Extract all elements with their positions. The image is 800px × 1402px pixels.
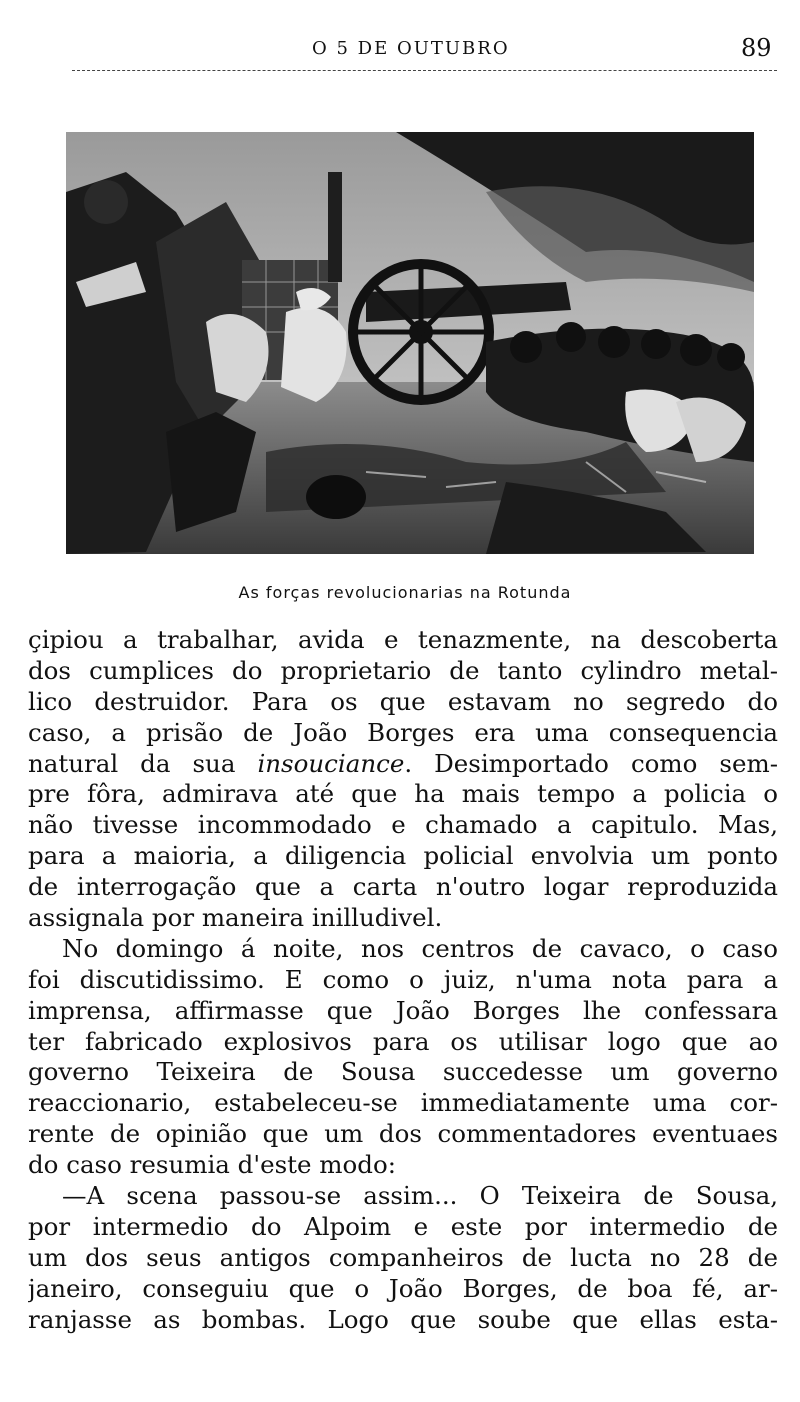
italic-term: insouciance	[257, 748, 405, 778]
text-line: para a maioria, a diligencia policial envolvia um ponto	[28, 841, 778, 871]
text-line: de interrogação que a carta n'outro logar reproduzida	[28, 872, 778, 902]
text-segment: natural da sua	[28, 748, 236, 778]
battle-scene-image	[66, 132, 754, 554]
text-line: çipiou a trabalhar, avida e tenazmente, na descoberta	[28, 625, 778, 654]
text-line: lico destruidor. Para os que estavam no segredo do	[28, 686, 778, 716]
rotunda-illustration	[66, 132, 754, 554]
figure-caption: As forças revolucionarias na Rotunda	[238, 583, 572, 602]
body-text	[28, 625, 778, 1335]
text-line	[28, 749, 778, 780]
text-line: do caso resumia d'este modo:	[28, 1150, 396, 1180]
text-line: ranjasse as bombas. Logo que soube que ellas esta-	[28, 1304, 778, 1334]
text-line: caso, a prisão de João Borges era uma consequencia	[28, 717, 778, 747]
text-line: por intermedio do Alpoim e este por intermedio de	[28, 1211, 778, 1241]
text-line: governo Teixeira de Sousa succedesse um governo	[28, 1057, 778, 1087]
text-line: imprensa, affirmasse que João Borges lhe confessara	[28, 995, 778, 1025]
text-line: assignala por maneira inilludivel.	[28, 903, 443, 933]
text-line: um dos seus antigos companheiros de lucta no 28 de	[28, 1242, 778, 1272]
text-segment: . Desimportado como sem-	[404, 748, 778, 778]
running-title: O 5 DE OUTUBRO	[312, 38, 510, 59]
text-line: foi discutidissimo. E como o juiz, n'uma nota para a	[28, 964, 778, 994]
page-number: 89	[741, 34, 772, 62]
header-rule	[72, 70, 777, 71]
text-line: ter fabricado explosivos para os utilisar logo que ao	[28, 1026, 778, 1056]
page-header	[0, 30, 800, 70]
text-line: No domingo á noite, nos centros de cavaco, o caso	[62, 933, 778, 963]
text-line: rente de opinião que um dos commentadores eventuaes	[28, 1119, 778, 1149]
text-line: janeiro, conseguiu que o João Borges, de boa fé, ar-	[28, 1273, 778, 1303]
text-line: dos cumplices do proprietario de tanto cylindro metal-	[28, 655, 778, 685]
text-line: não tivesse incommodado e chamado a capitulo. Mas,	[28, 810, 778, 840]
text-line: reaccionario, estabeleceu-se immediatamente uma cor-	[28, 1088, 778, 1118]
text-line: —A scena passou-se assim... O Teixeira de Sousa,	[62, 1181, 778, 1211]
text-line: pre fôra, admirava até que ha mais tempo a policia o	[28, 779, 778, 809]
